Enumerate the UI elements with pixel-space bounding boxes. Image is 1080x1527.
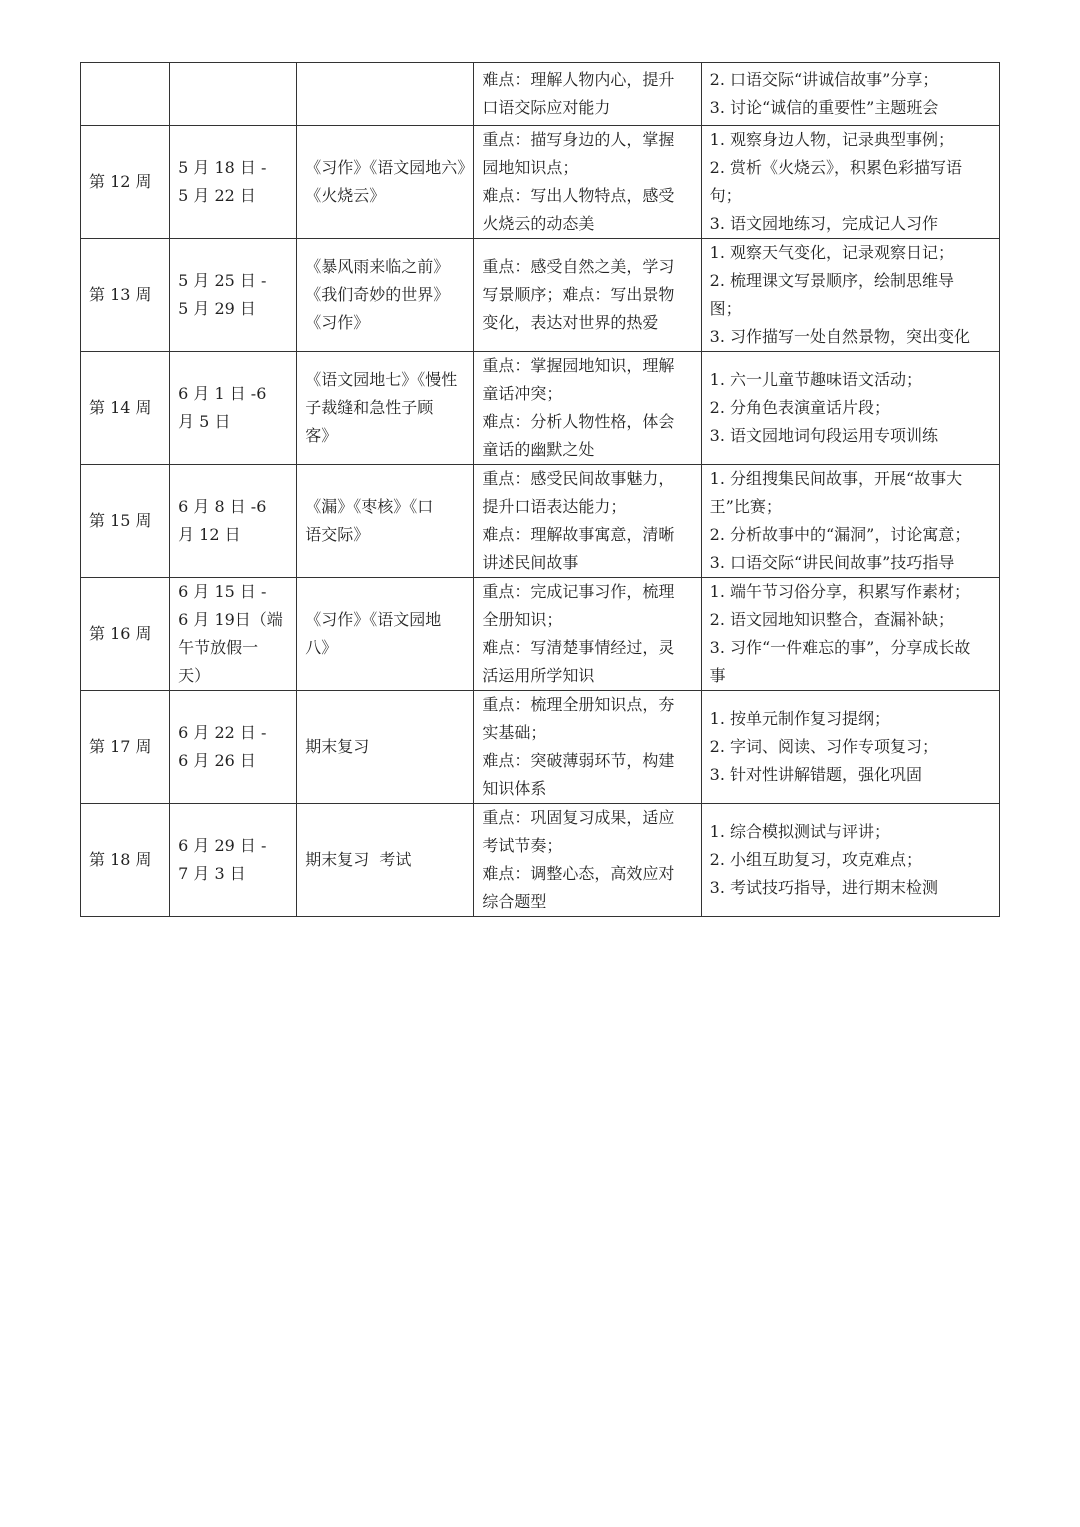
- date-line: 月 5 日: [178, 412, 231, 431]
- focus-line: 重点：描写身边的人，掌握: [482, 130, 675, 149]
- focus-line: 重点：掌握园地知识，理解: [482, 356, 675, 375]
- lesson-line: 《语文园地七》《慢性: [305, 370, 458, 389]
- focus-line: 火烧云的动态美: [482, 214, 595, 233]
- activities-line: 3. 习作描写一处自然景物，突出变化: [709, 327, 970, 346]
- activities-line: 2. 梳理课文写景顺序，绘制思维导: [709, 271, 954, 290]
- date-line: 6 月 15 日 -: [178, 582, 267, 601]
- activities-line: 2. 小组互助复习，攻克难点；: [709, 850, 922, 869]
- week-cell: [81, 465, 170, 578]
- table-row: [81, 691, 1000, 804]
- activities-cell: [701, 352, 999, 465]
- lesson-cell: [297, 804, 474, 917]
- week-cell: [81, 63, 170, 126]
- activities-line: 1. 分组搜集民间故事，开展“故事大: [709, 469, 963, 488]
- table-row: [81, 239, 1000, 352]
- lesson-line: 《习作》: [305, 313, 370, 332]
- date-cell: [170, 63, 297, 126]
- week-label: 第 15 周: [89, 511, 152, 530]
- activities-line: 句；: [709, 186, 742, 205]
- date-cell: [170, 804, 297, 917]
- teaching-plan-table: [80, 62, 1000, 917]
- date-line: 月 12 日: [178, 525, 241, 544]
- activities-line: 1. 六一儿童节趣味语文活动；: [709, 370, 922, 389]
- focus-line: 难点：理解故事寓意，清晰: [482, 525, 675, 544]
- date-cell: [170, 126, 297, 239]
- activities-line: 3. 考试技巧指导，进行期末检测: [709, 878, 938, 897]
- focus-line: 全册知识；: [482, 610, 563, 629]
- table-row: [81, 465, 1000, 578]
- lesson-cell: [297, 126, 474, 239]
- activities-cell: [701, 465, 999, 578]
- focus-line: 童话冲突；: [482, 384, 563, 403]
- activities-line: 3. 语文园地练习，完成记人习作: [709, 214, 938, 233]
- activities-line: 3. 针对性讲解错题，强化巩固: [709, 765, 922, 784]
- activities-cell: [701, 126, 999, 239]
- lesson-line: 《漏》《枣核》《口: [305, 497, 434, 516]
- activities-line: 事: [709, 666, 726, 685]
- table-row: [81, 126, 1000, 239]
- week-cell: [81, 126, 170, 239]
- lesson-line: 《暴风雨来临之前》: [305, 257, 450, 276]
- activities-line: 3. 习作“一件难忘的事”，分享成长故: [709, 638, 971, 657]
- focus-line: 重点：梳理全册知识点，夯: [482, 695, 675, 714]
- focus-line: 难点：写清楚事情经过，灵: [482, 638, 675, 657]
- focus-line: 提升口语表达能力；: [482, 497, 627, 516]
- activities-line: 3. 讨论“诚信的重要性”主题班会: [709, 98, 939, 117]
- focus-cell: [474, 239, 701, 352]
- focus-line: 重点：感受自然之美，学习: [482, 257, 675, 276]
- activities-line: 王”比赛；: [709, 497, 782, 516]
- week-label: 第 12 周: [89, 172, 152, 191]
- activities-line: 图；: [709, 299, 742, 318]
- week-cell: [81, 352, 170, 465]
- lesson-cell: [297, 465, 474, 578]
- focus-line: 难点：调整心态，高效应对: [482, 864, 675, 883]
- focus-line: 口语交际应对能力: [482, 98, 611, 117]
- date-line: 5 月 22 日: [178, 186, 256, 205]
- focus-cell: [474, 804, 701, 917]
- focus-line: 重点：完成记事习作，梳理: [482, 582, 675, 601]
- date-cell: [170, 691, 297, 804]
- activities-cell: [701, 691, 999, 804]
- lesson-line: 《习作》《语文园地六》: [305, 158, 474, 177]
- activities-cell: [701, 578, 999, 691]
- activities-line: 2. 口语交际“讲诚信故事”分享；: [709, 70, 939, 89]
- activities-line: 1. 综合模拟测试与评讲；: [709, 822, 890, 841]
- activities-line: 2. 语文园地知识整合，查漏补缺；: [709, 610, 954, 629]
- table-row: [81, 804, 1000, 917]
- focus-line: 童话的幽默之处: [482, 440, 595, 459]
- table-row: [81, 578, 1000, 691]
- focus-line: 难点：写出人物特点，感受: [482, 186, 675, 205]
- activities-line: 2. 赏析《火烧云》，积累色彩描写语: [709, 158, 962, 177]
- week-label: 第 17 周: [89, 737, 152, 756]
- activities-line: 1. 端午节习俗分享，积累写作素材；: [709, 582, 970, 601]
- date-cell: [170, 239, 297, 352]
- activities-cell: [701, 239, 999, 352]
- lesson-cell: [297, 578, 474, 691]
- focus-line: 实基础；: [482, 723, 547, 742]
- lesson-line: 子裁缝和急性子顾: [305, 398, 434, 417]
- week-cell: [81, 578, 170, 691]
- focus-cell: [474, 63, 701, 126]
- focus-line: 难点：理解人物内心，提升: [482, 70, 675, 89]
- activities-line: 1. 观察天气变化，记录观察日记；: [709, 243, 954, 262]
- lesson-line: 《我们奇妙的世界》: [305, 285, 450, 304]
- date-line: 5 月 25 日 -: [178, 271, 267, 290]
- focus-line: 讲述民间故事: [482, 553, 579, 572]
- activities-line: 1. 按单元制作复习提纲；: [709, 709, 890, 728]
- lesson-line: 期末复习 考试: [305, 850, 412, 869]
- activities-cell: [701, 804, 999, 917]
- focus-line: 难点：突破薄弱环节，构建: [482, 751, 675, 770]
- focus-cell: [474, 465, 701, 578]
- activities-cell: [701, 63, 999, 126]
- lesson-cell: [297, 239, 474, 352]
- activities-line: 3. 口语交际“讲民间故事”技巧指导: [709, 553, 955, 572]
- week-cell: [81, 804, 170, 917]
- date-line: 6 月 22 日 -: [178, 723, 267, 742]
- lesson-line: 期末复习: [305, 737, 370, 756]
- focus-cell: [474, 578, 701, 691]
- focus-cell: [474, 352, 701, 465]
- lesson-cell: [297, 691, 474, 804]
- date-line: 5 月 18 日 -: [178, 158, 267, 177]
- activities-line: 2. 分析故事中的“漏洞”，讨论寓意；: [709, 525, 971, 544]
- date-line: 天）: [178, 666, 211, 685]
- lesson-cell: [297, 352, 474, 465]
- lesson-line: 客》: [305, 426, 338, 445]
- date-line: 6 月 29 日 -: [178, 836, 267, 855]
- lesson-line: 《火烧云》: [305, 186, 386, 205]
- activities-line: 3. 语文园地词句段运用专项训练: [709, 426, 938, 445]
- focus-line: 考试节奏；: [482, 836, 563, 855]
- date-line: 6 月 1 日 -6: [178, 384, 267, 403]
- date-line: 午节放假一: [178, 638, 259, 657]
- focus-line: 活运用所学知识: [482, 666, 595, 685]
- week-cell: [81, 239, 170, 352]
- date-cell: [170, 578, 297, 691]
- focus-line: 重点：巩固复习成果，适应: [482, 808, 675, 827]
- focus-line: 园地知识点；: [482, 158, 579, 177]
- lesson-line: 语交际》: [305, 525, 370, 544]
- week-label: 第 16 周: [89, 624, 152, 643]
- table-body: [81, 63, 1000, 917]
- date-line: 6 月 8 日 -6: [178, 497, 267, 516]
- activities-line: 1. 观察身边人物，记录典型事例；: [709, 130, 954, 149]
- focus-line: 难点：分析人物性格，体会: [482, 412, 675, 431]
- table-row: [81, 352, 1000, 465]
- focus-cell: [474, 126, 701, 239]
- lesson-line: 《习作》《语文园地: [305, 610, 442, 629]
- focus-cell: [474, 691, 701, 804]
- date-line: 6 月 19日（端: [178, 610, 283, 629]
- focus-line: 变化，表达对世界的热爱: [482, 313, 659, 332]
- activities-line: 2. 字词、阅读、习作专项复习；: [709, 737, 938, 756]
- week-label: 第 13 周: [89, 285, 152, 304]
- date-cell: [170, 352, 297, 465]
- focus-line: 重点：感受民间故事魅力，: [482, 469, 675, 488]
- date-line: 6 月 26 日: [178, 751, 256, 770]
- activities-line: 2. 分角色表演童话片段；: [709, 398, 890, 417]
- focus-line: 知识体系: [482, 779, 547, 798]
- lesson-line: 八》: [305, 638, 338, 657]
- date-line: 5 月 29 日: [178, 299, 256, 318]
- table-row: [81, 63, 1000, 126]
- focus-line: 写景顺序；难点：写出景物: [482, 285, 675, 304]
- date-cell: [170, 465, 297, 578]
- focus-line: 综合题型: [482, 892, 547, 911]
- week-label: 第 18 周: [89, 850, 152, 869]
- lesson-cell: [297, 63, 474, 126]
- date-line: 7 月 3 日: [178, 864, 246, 883]
- week-label: 第 14 周: [89, 398, 152, 417]
- week-cell: [81, 691, 170, 804]
